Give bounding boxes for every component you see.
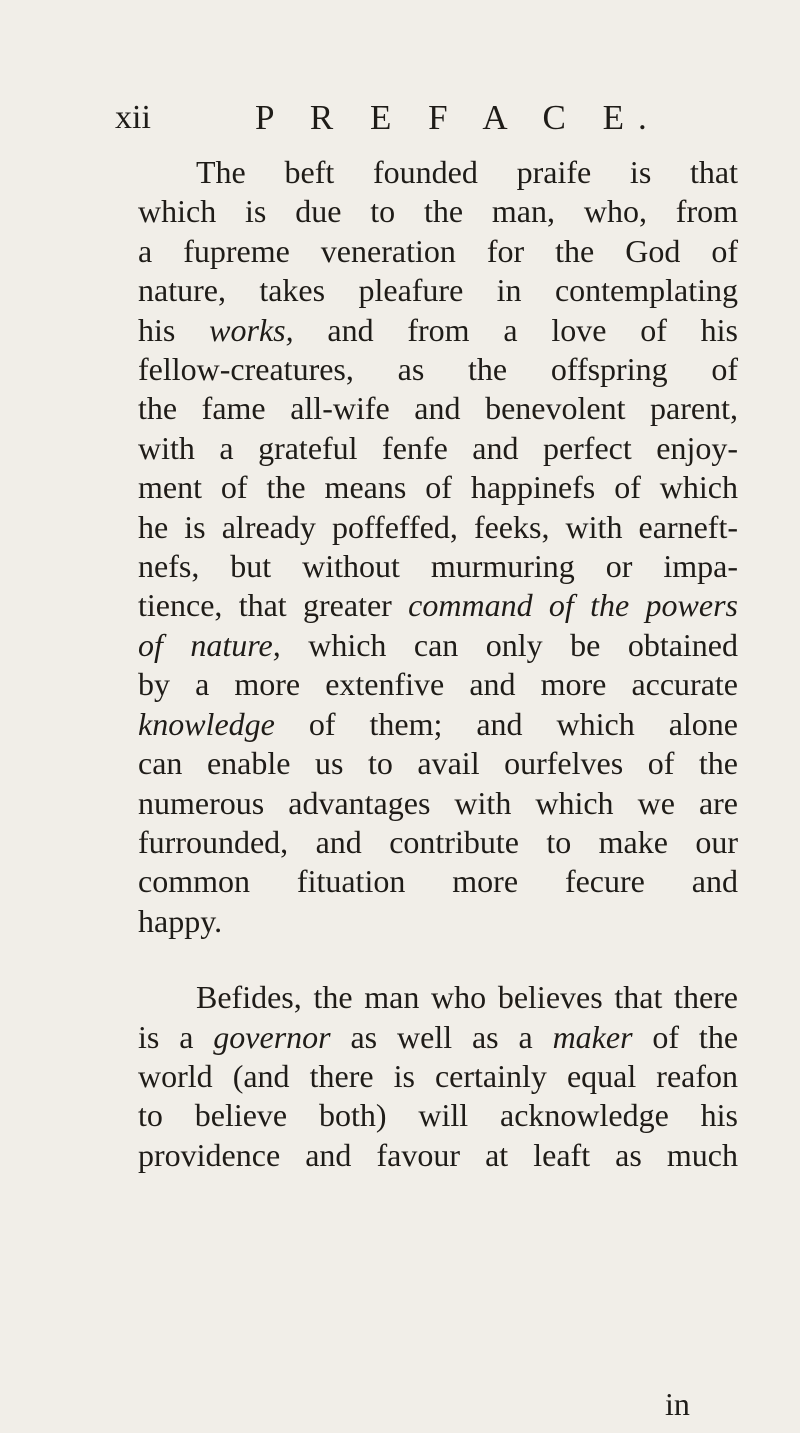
text-line [138, 586, 738, 625]
text-run: is a [138, 1018, 214, 1055]
page-number: xii [115, 99, 151, 136]
paragraph-2 [138, 978, 738, 1175]
text-line: Befides, the man who believes that there [196, 979, 738, 1016]
text-line: providence and favour at leaft as much [138, 1136, 738, 1173]
italic-text: command of the powers [408, 587, 739, 624]
text-line: can enable us to avail ourfelves of the [138, 745, 738, 782]
text-line: a fupreme veneration for the God of [138, 232, 738, 269]
text-line [138, 705, 738, 744]
text-run: as well as a [330, 1018, 553, 1055]
italic-text: of nature, [138, 626, 281, 663]
catchword: in [665, 1386, 690, 1422]
text-line: with a grateful fenfe and perfect enjoy- [138, 429, 738, 466]
text-line: the fame all-wife and benevolent parent, [138, 390, 738, 427]
text-run: of the [632, 1018, 739, 1055]
italic-text: governor [213, 1018, 331, 1055]
text-line: world (and there is certainly equal reafon [138, 1057, 738, 1094]
text-line: ment of the means of happinefs of which [138, 469, 738, 506]
body-text [138, 153, 738, 1175]
text-line: fellow-creatures, as the offspring of [138, 351, 738, 388]
text-line: he is already poffeffed, feeks, with earneft- [138, 508, 738, 545]
italic-text: knowledge [138, 705, 275, 742]
text-line: numerous advantages with which we are [138, 784, 738, 821]
text-line: happy. [138, 902, 223, 939]
italic-text: maker [552, 1018, 633, 1055]
text-line [138, 626, 738, 665]
text-line: The beft founded praife is that [196, 154, 738, 190]
text-run: tience, that greater [138, 587, 409, 624]
text-line [138, 1018, 738, 1057]
text-run: and from a love of his [293, 311, 739, 348]
text-line [138, 311, 738, 350]
italic-text: works, [209, 311, 294, 348]
paragraph-1 [138, 153, 738, 941]
text-run: which can only be obtained [280, 626, 739, 663]
text-line: common fituation more fecure and [138, 863, 738, 900]
text-line: which is due to the man, who, from [138, 193, 738, 230]
text-line: nefs, but without murmuring or impa- [138, 548, 738, 585]
page-header [115, 88, 715, 148]
text-run: his [138, 311, 210, 348]
text-line: by a more extenfive and more accurate [138, 666, 738, 703]
text-line: furrounded, and contribute to make our [138, 823, 738, 860]
text-run: of them; and which alone [274, 705, 738, 742]
running-head-title: P R E F A C E. [255, 98, 661, 137]
text-line: nature, takes pleafure in contemplating [138, 272, 738, 309]
text-line: to believe both) will acknowledge his [138, 1097, 738, 1134]
